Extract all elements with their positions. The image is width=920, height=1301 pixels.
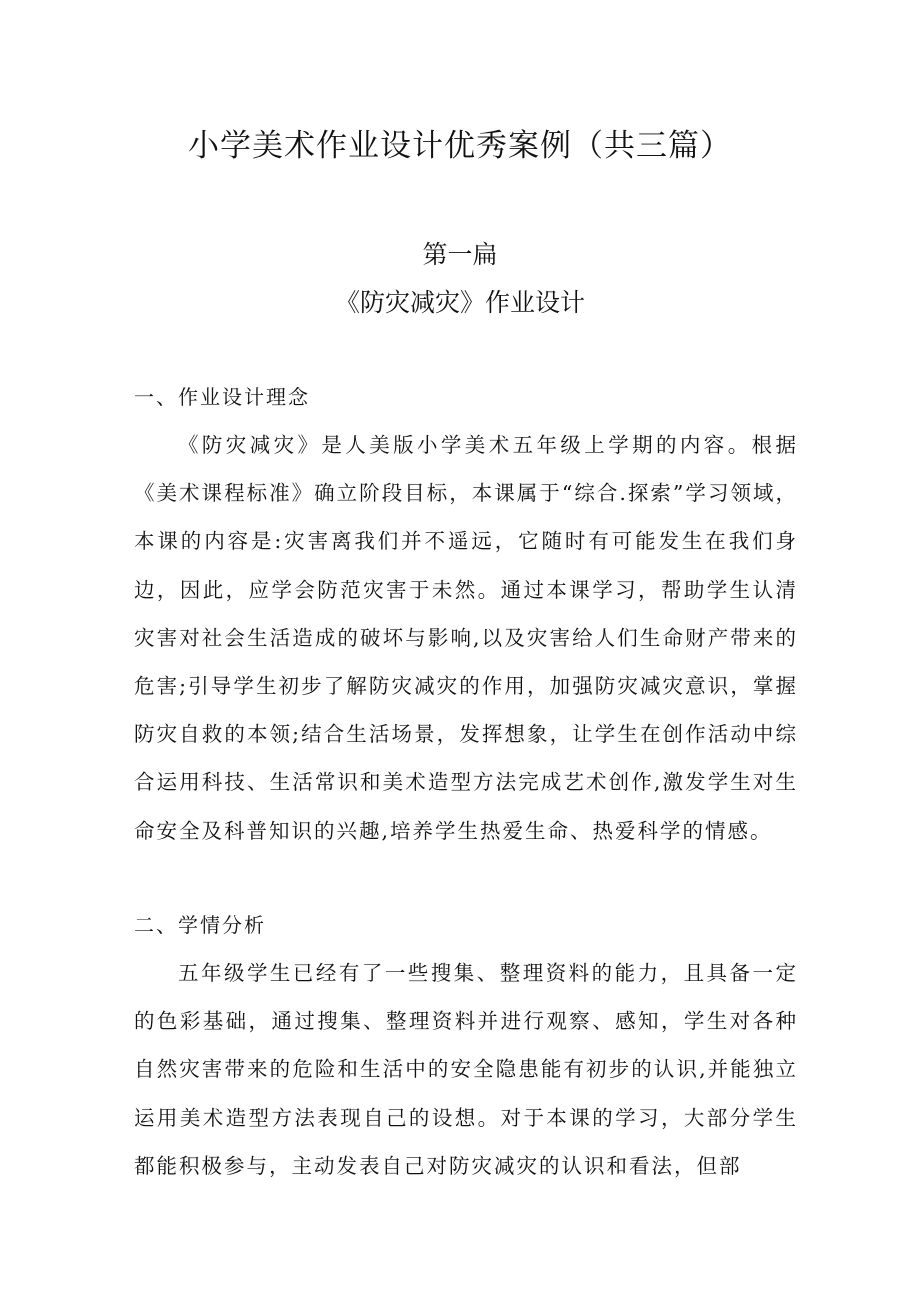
section-heading-design-concept: 一、作业设计理念 (134, 385, 310, 409)
part-label: 第一扁 (422, 240, 498, 269)
paragraph-student-analysis: 五年级学生已经有了一些搜集、整理资料的能力，且具备一定的色彩基础，通过搜集、整理资料并进行观察、感知，学生对各种自然灾害带来的危险和生活中的安全隐患能有初步的认识,并能独立运用美术造型方法表现自己的设想。对于本课的学习，大部分学生都能积极参与，主动发表自己对防灾减灾的认识和看法，但部 (134, 961, 798, 1178)
document-title: 小学美术作业设计优秀案例（共三篇） (188, 128, 732, 164)
section-heading-student-analysis: 二、学情分析 (134, 913, 266, 937)
paragraph-design-concept: 《防灾减灾》是人美版小学美术五年级上学期的内容。根据《美术课程标准》确立阶段目标，本课属于“综合.探索”学习领域，本课的内容是:灾害离我们并不遥远，它随时有可能发生在我们身边，因此，应学会防范灾害于未然。通过本课学习，帮助学生认清灾害对社会生活造成的破坏与影响,以及灾害给人们生命财产带来的危害;引导学生初步了解防灾减灾的作用，加强防灾减灾意识，掌握防灾自救的本领;结合生活场景，发挥想象，让学生在创作活动中综合运用科技、生活常识和美术造型方法完成艺术创作,激发学生对生命安全及科普知识的兴趣,培养学生热爱生命、热爱科学的情感。 (134, 433, 798, 843)
lesson-title: 《防灾减灾》作业设计 (334, 288, 585, 317)
